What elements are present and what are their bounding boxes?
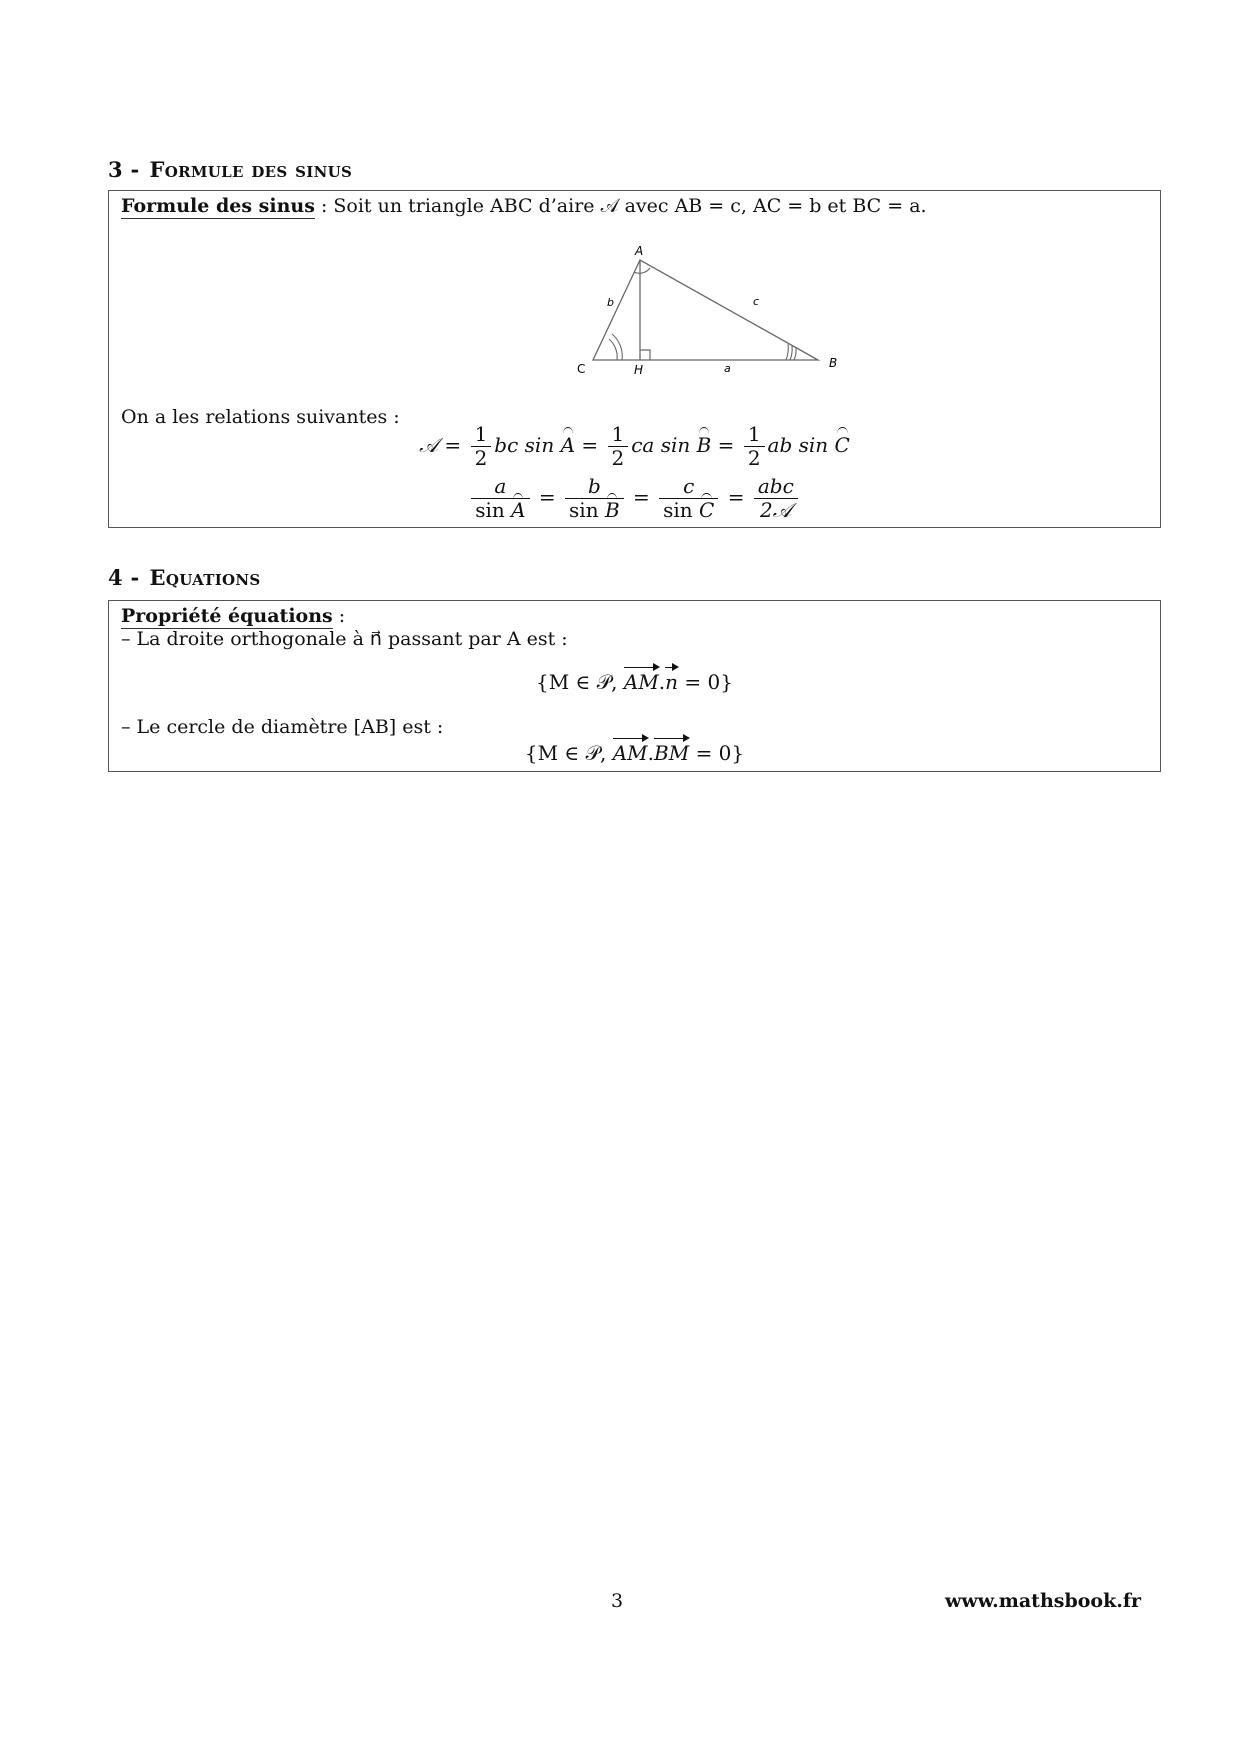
relations-label: On a les relations suivantes : (121, 406, 400, 428)
ratio-b: $\frac{b}{\text{sin B}}$ (565, 475, 624, 522)
sine-rule-intro: : Soit un triangle ABC d’aire 𝒜 avec AB = c, AC = b et BC = a. (314, 195, 927, 217)
area-formula: 𝒜 = $\frac{1}{2}$ bc sin A = $\frac{1}{2}$ ca sin B = $\frac{1}{2}$ ab sin C (419, 422, 850, 470)
label-b-vertex: B (829, 356, 838, 370)
label-side-c: c (753, 295, 760, 308)
vector-bm: BM (654, 741, 690, 765)
vector-n: n (665, 670, 679, 694)
hat-c: C (834, 433, 850, 457)
vector-am-2: AM (612, 741, 648, 765)
hat-a: A (560, 433, 576, 457)
ratio-c: $\frac{c}{\text{sin C}}$ (659, 475, 718, 522)
angle-c-arc-1 (609, 339, 617, 360)
angle-b-arc-3 (786, 344, 788, 360)
equations-box (108, 600, 1161, 772)
fraction-half-3: $\frac{1}{2}$ (744, 423, 765, 470)
equations-property: Propriété équations : (121, 605, 346, 627)
label-a-vertex: A (635, 244, 644, 258)
sine-rule-box (108, 190, 1161, 528)
section-4-number: 4 - (108, 565, 140, 590)
section-4-title-text: Equations (149, 565, 261, 590)
equations-term: Propriété équations (121, 605, 333, 627)
circle-formula: {M ∈ 𝒫, AM.BM = 0} (524, 741, 745, 765)
circle-item: – Le cercle de diamètre [AB] est : (121, 716, 444, 738)
label-side-b: b (607, 296, 614, 309)
section-3-title (108, 157, 352, 182)
sine-rule-statement (121, 195, 927, 217)
website-link[interactable]: www.mathsbook.fr (945, 1590, 1142, 1612)
orthogonal-line-formula: {M ∈ 𝒫, AM.n = 0} (536, 670, 733, 694)
section-3-title-text: Formule des sinus (149, 157, 353, 182)
page-number: 3 (611, 1590, 624, 1612)
angle-b-arc-2 (790, 346, 792, 360)
orthogonal-line-item: – La droite orthogonale à n⃗ passant par A est : (121, 628, 568, 650)
triangle-abc (593, 260, 818, 360)
fraction-half-2: $\frac{1}{2}$ (608, 423, 629, 470)
angle-b-arc-1 (794, 348, 796, 360)
vector-am: AM (623, 670, 659, 694)
right-angle-mark (640, 350, 650, 360)
sine-ratio-formula: $\frac{a}{\text{sin A}}$ = $\frac{b}{\text{sin B}}$ = $\frac{c}{\text{sin C}}$ = $\frac{\text{abc}}{\text{2𝒜}}$ (109, 475, 1160, 522)
ratio-a: $\frac{a}{\text{sin A}}$ (471, 475, 529, 522)
section-3-number: 3 - (108, 157, 140, 182)
label-h-foot: H (634, 363, 644, 377)
triangle-figure (529, 243, 849, 383)
section-4-title (108, 565, 261, 590)
hat-b: B (696, 433, 712, 457)
sine-rule-term: Formule des sinus (121, 195, 315, 217)
fraction-half-1: $\frac{1}{2}$ (471, 423, 492, 470)
area-symbol: 𝒜 = (419, 433, 462, 457)
ratio-abc: $\frac{\text{abc}}{\text{2𝒜}}$ (754, 475, 798, 522)
label-c-vertex: C (577, 362, 586, 376)
label-side-a: a (724, 362, 731, 375)
